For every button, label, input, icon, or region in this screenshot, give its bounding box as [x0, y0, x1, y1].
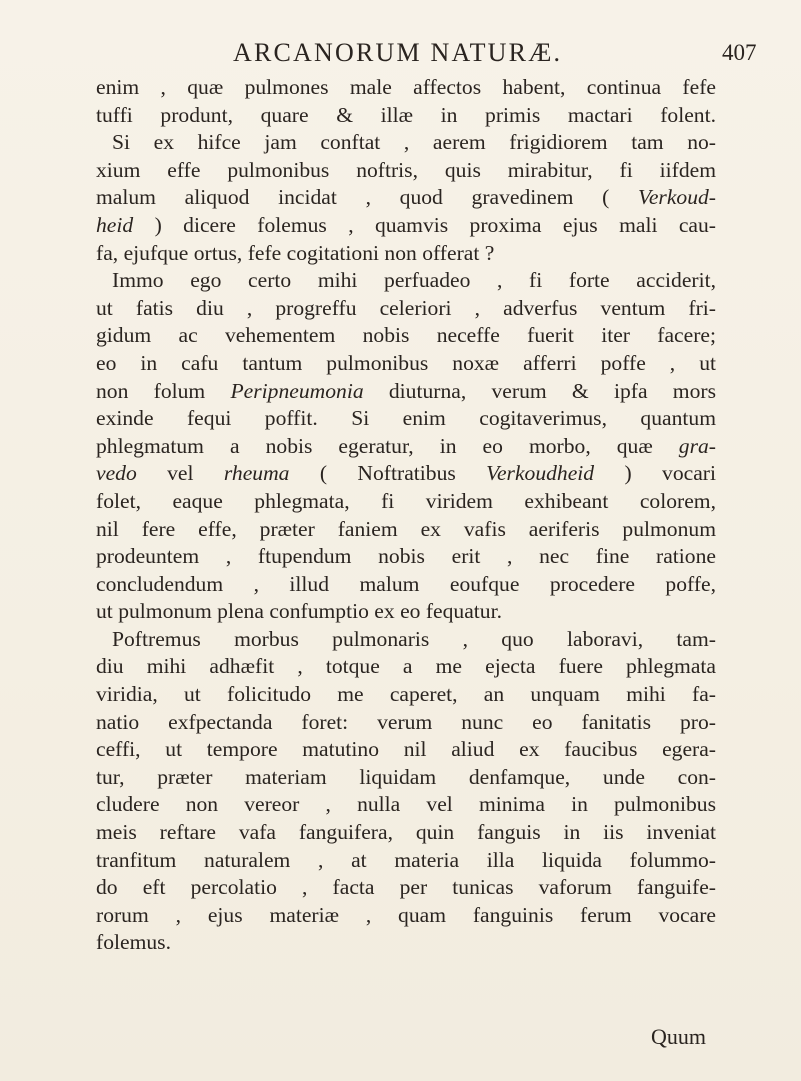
text-segment: natio exfpectanda foret: verum nunc eo fanitatis pro-: [96, 709, 716, 734]
text-segment: Poftremus morbus pulmonaris , quo laboravi, tam-: [112, 626, 716, 651]
text-segment: enim , quæ pulmones male affectos habent, continua fefe: [96, 75, 716, 99]
text-segment: phlegmatum a nobis egeratur, in eo morbo, quæ: [96, 433, 679, 458]
text-line: [96, 488, 716, 516]
text-segment: ut pulmonum plena confumptio ex eo fequatur.: [96, 599, 502, 624]
text-segment: non folum: [96, 378, 231, 403]
italic-term: gra-: [678, 433, 716, 458]
text-segment: fa, ejufque ortus, fefe cogitationi non offerat ?: [96, 240, 495, 265]
text-line: [96, 212, 716, 240]
text-segment: xium effe pulmonibus noftris, quis mirabitur, fi iifdem: [96, 157, 716, 182]
text-line: [96, 267, 716, 295]
text-segment: tuffi produnt, quare & illæ in primis mactari folent.: [96, 102, 716, 127]
text-segment: concludendum , illud malum eoufque procedere poffe,: [96, 571, 716, 596]
text-line: [96, 819, 716, 847]
text-line: [96, 240, 716, 268]
text-line: [96, 295, 716, 323]
text-line: [96, 874, 716, 902]
text-line: [96, 543, 716, 571]
text-line: [96, 653, 716, 681]
text-line: [96, 598, 716, 626]
text-segment: prodeuntem , ftupendum nobis erit , nec fine ratione: [96, 544, 716, 569]
text-segment: folemus.: [96, 930, 171, 955]
catchword: Quum: [651, 1024, 706, 1049]
text-segment: Immo ego certo mihi perfuadeo , fi forte acciderit,: [112, 268, 716, 293]
text-line: [96, 736, 716, 764]
text-segment: eo in cafu tantum pulmonibus noxæ afferri poffe , ut: [96, 350, 716, 375]
italic-term: Peripneumonia: [230, 378, 364, 403]
text-segment: gidum ac vehementem nobis neceffe fuerit iter facere;: [96, 323, 716, 348]
text-line: [96, 571, 716, 599]
text-segment: tranfitum naturalem , at materia illa liquida folummo-: [96, 847, 716, 872]
text-line: [96, 902, 716, 930]
text-segment: nil fere effe, præter faniem ex vafis aeriferis pulmonum: [96, 516, 716, 541]
italic-term: vedo: [96, 461, 137, 486]
text-line: [96, 378, 716, 406]
text-segment: folet, eaque phlegmata, fi viridem exhibeant colorem,: [96, 488, 716, 513]
text-segment: malum aliquod incidat , quod gravedinem (: [96, 185, 639, 210]
text-line: [96, 157, 716, 185]
body-text: [96, 74, 716, 957]
text-line: [96, 516, 716, 544]
running-title: ARCANORUM NATURÆ.: [233, 38, 563, 67]
text-segment: ( Noftratibus: [289, 461, 487, 486]
text-line: [96, 791, 716, 819]
text-line: [96, 626, 716, 654]
page-number: 407: [722, 40, 757, 65]
text-line: [96, 350, 716, 378]
text-segment: viridia, ut folicitudo me caperet, an unquam mihi fa-: [96, 682, 716, 707]
text-line: [96, 322, 716, 350]
text-segment: exinde fequi poffit. Si enim cogitaverimus, quantum: [96, 406, 716, 431]
text-line: [96, 764, 716, 792]
text-segment: Si ex hifce jam conftat , aerem frigidiorem tam no-: [112, 130, 716, 155]
text-line: [96, 847, 716, 875]
text-segment: rorum , ejus materiæ , quam fanguinis ferum vocare: [96, 902, 716, 927]
text-segment: ut fatis diu , progreffu celeriori , adverfus ventum fri-: [96, 295, 716, 320]
italic-term: Verkoud-: [638, 185, 716, 210]
text-line: [96, 433, 716, 461]
text-segment: vel: [136, 461, 224, 486]
text-segment: ) dicere folemus , quamvis proxima ejus mali cau-: [133, 212, 716, 237]
italic-term: heid: [96, 212, 134, 237]
italic-term: rheuma: [223, 461, 290, 486]
text-line: [96, 681, 716, 709]
text-line: [96, 709, 716, 737]
text-line: [96, 74, 716, 102]
text-line: [96, 460, 716, 488]
text-line: [96, 929, 716, 957]
text-segment: tur, præter materiam liquidam denfamque, unde con-: [96, 764, 716, 789]
text-line: [96, 129, 716, 157]
text-segment: diuturna, verum & ipfa mors: [363, 378, 716, 403]
text-segment: diu mihi adhæfit , totque a me ejecta fuere phlegmata: [96, 654, 716, 679]
text-line: [96, 184, 716, 212]
italic-term: Verkoudheid: [486, 461, 595, 486]
text-segment: do eft percolatio , facta per tunicas vaforum fanguife-: [96, 875, 716, 900]
text-segment: meis reftare vafa fanguifera, quin fanguis in iis inveniat: [96, 820, 716, 845]
text-segment: cludere non vereor , nulla vel minima in pulmonibus: [96, 792, 716, 817]
text-line: [96, 405, 716, 433]
text-line: [96, 102, 716, 130]
text-segment: ceffi, ut tempore matutino nil aliud ex faucibus egera-: [96, 737, 716, 762]
text-segment: ) vocari: [594, 461, 716, 486]
